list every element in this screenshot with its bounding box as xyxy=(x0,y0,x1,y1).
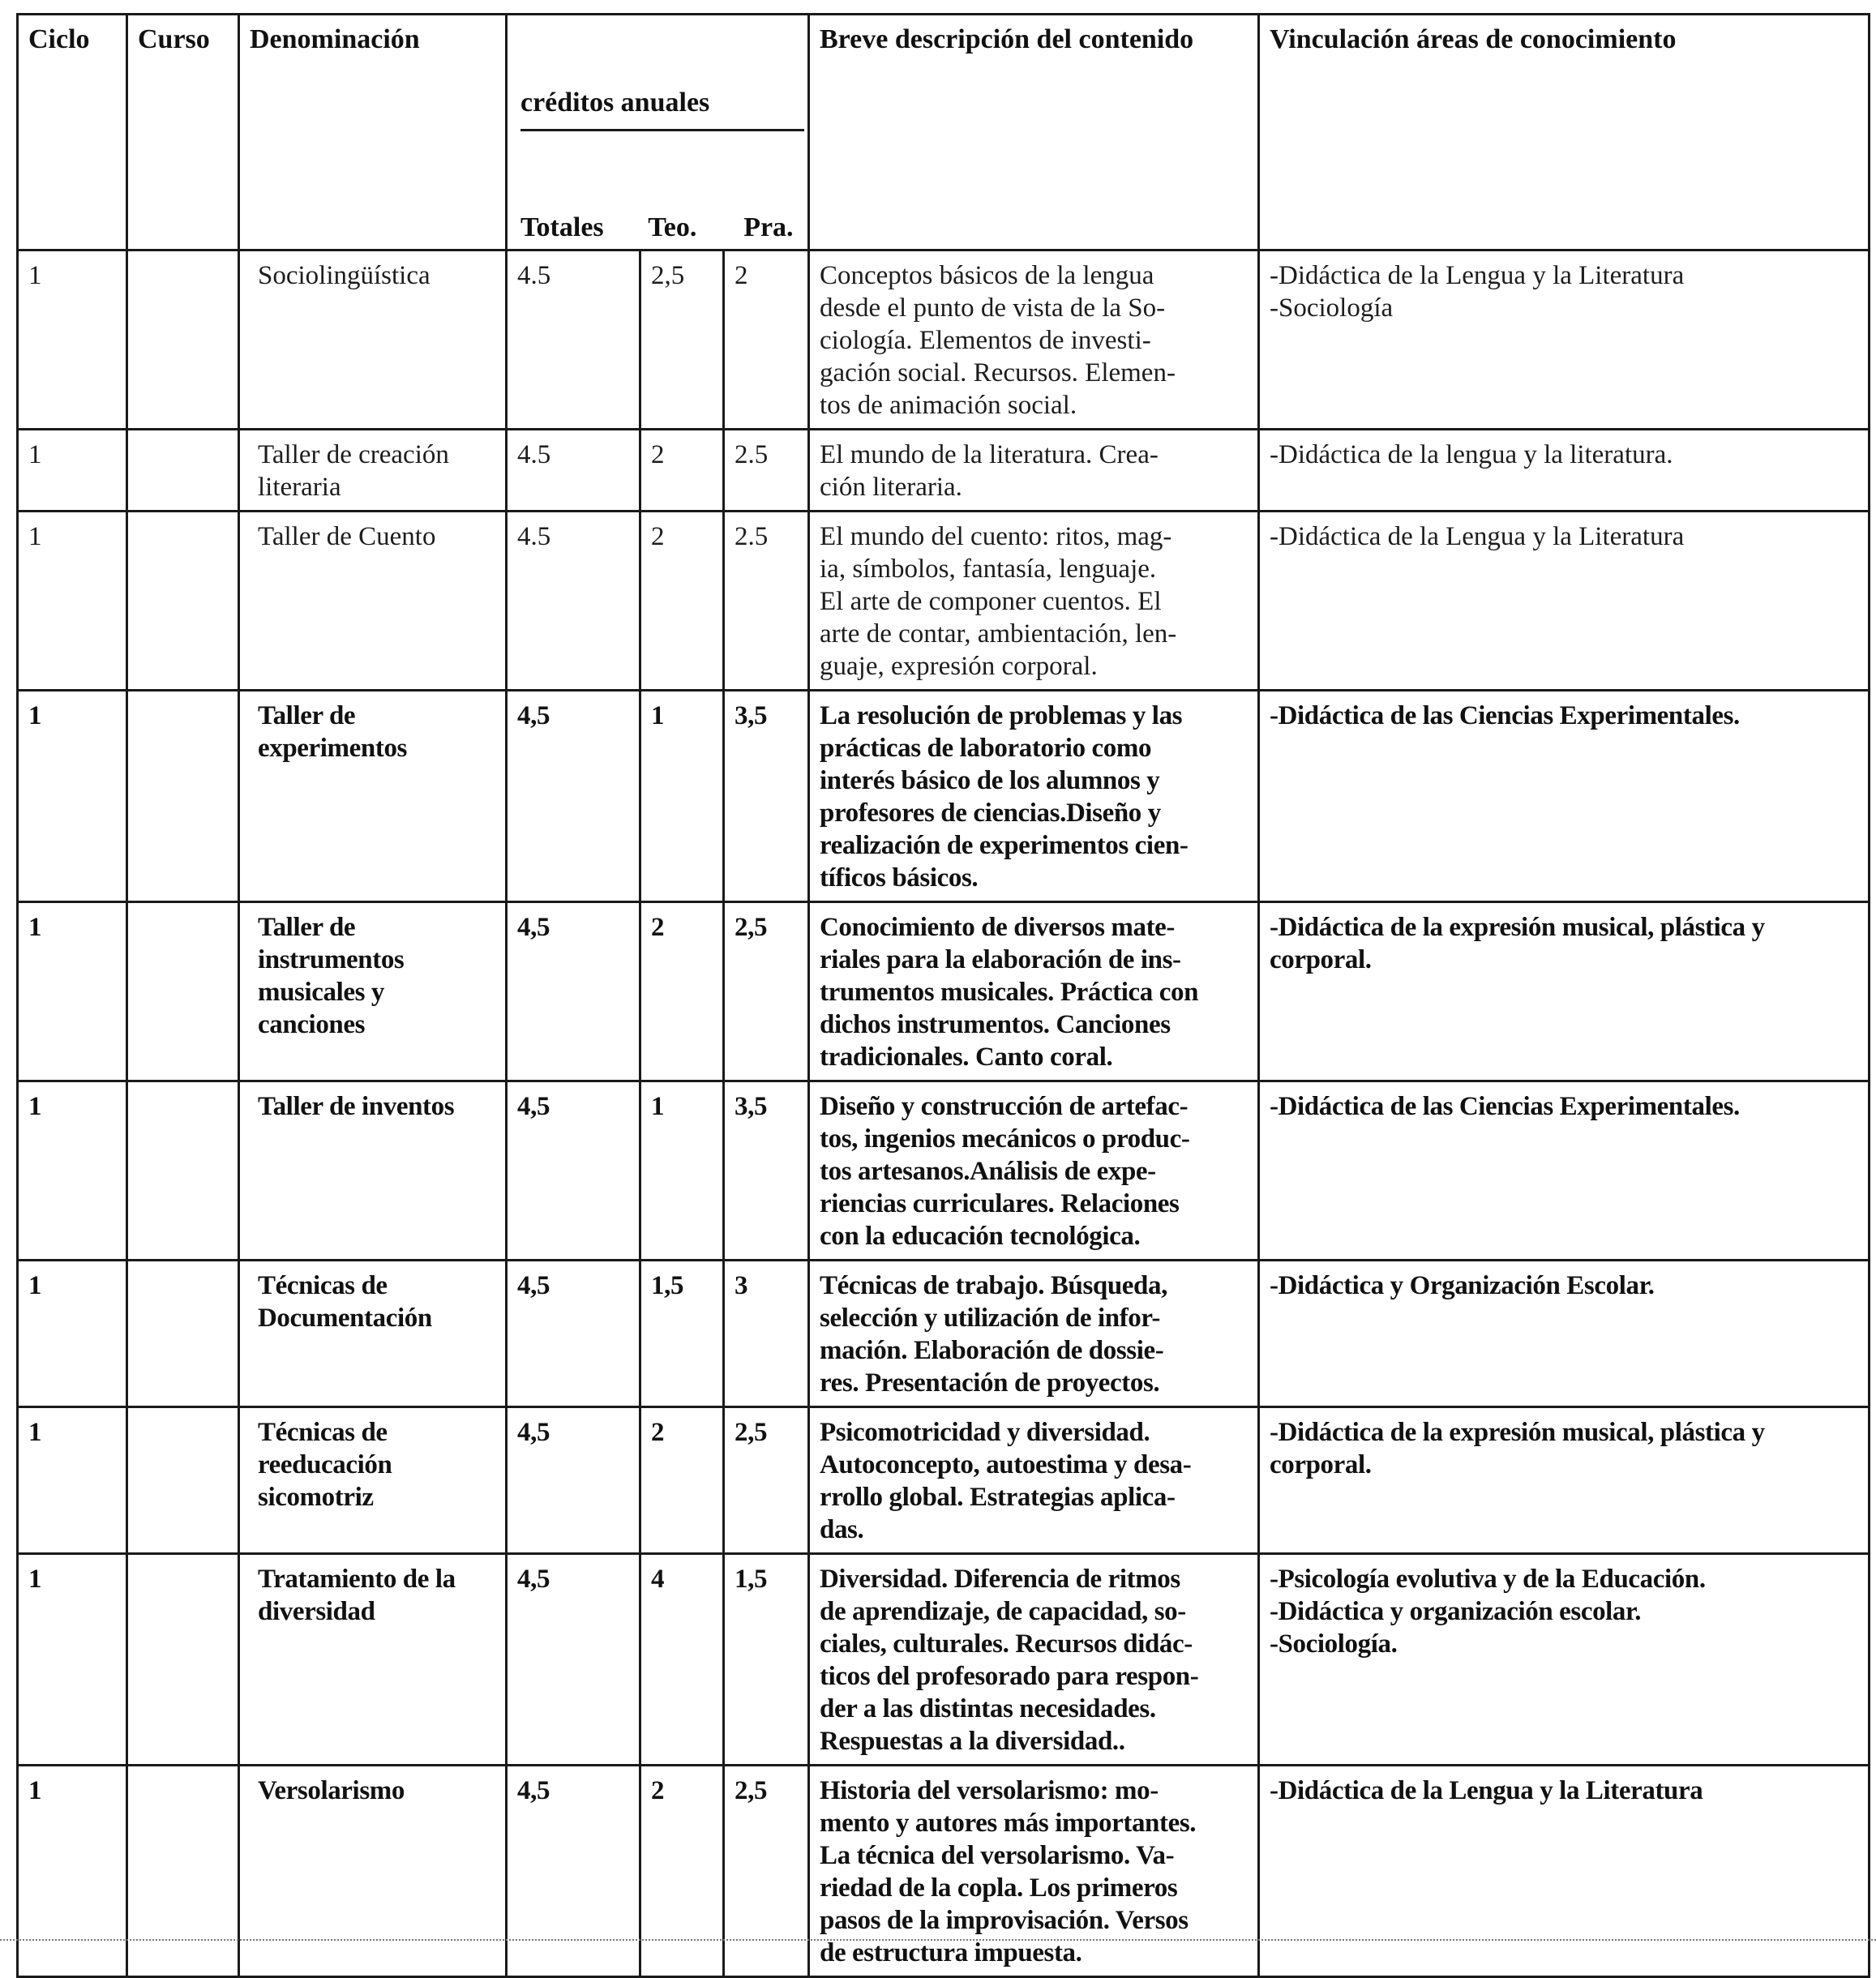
table-row xyxy=(18,1261,1870,1407)
header-totales: Totales xyxy=(520,212,604,242)
cell-totales: 4,5 xyxy=(507,1554,640,1766)
header-vinculacion: Vinculación áreas de conocimiento xyxy=(1259,15,1870,250)
descripcion-line: interés básico de los alumnos y xyxy=(820,766,1160,795)
cell-ciclo: 1 xyxy=(18,250,127,430)
cell-ciclo: 1 xyxy=(18,1766,127,1977)
cell-pra: 2,5 xyxy=(724,902,809,1081)
cell-descripcion xyxy=(809,902,1259,1081)
descripcion-line: desde el punto de vista de la So- xyxy=(820,293,1166,323)
vinculacion-line: -Didáctica de la expresión musical, plástica y xyxy=(1270,1418,1765,1447)
descripcion-line: der a las distintas necesidades. xyxy=(820,1694,1156,1723)
cell-ciclo: 1 xyxy=(18,1081,127,1261)
vinculacion-line: -Didáctica y Organización Escolar. xyxy=(1270,1271,1655,1300)
cell-teo: 2 xyxy=(640,1766,724,1977)
table-row xyxy=(18,512,1870,691)
cell-teo: 1 xyxy=(640,1081,724,1261)
vinculacion-line: -Psicología evolutiva y de la Educación. xyxy=(1270,1565,1706,1594)
descripcion-line: ia, símbolos, fantasía, lenguaje. xyxy=(820,554,1157,584)
table-row xyxy=(18,1407,1870,1554)
descripcion-line: guaje, expresión corporal. xyxy=(820,652,1098,681)
cell-totales: 4,5 xyxy=(507,1766,640,1977)
vinculacion-line: -Didáctica de las Ciencias Experimentales. xyxy=(1270,701,1740,730)
header-ciclo: Ciclo xyxy=(18,15,127,250)
descripcion-line: ticos del profesorado para respon- xyxy=(820,1662,1199,1691)
descripcion-line: Historia del versolarismo: mo- xyxy=(820,1776,1159,1805)
descripcion-line: Psicomotricidad y diversidad. xyxy=(820,1418,1150,1447)
cell-pra: 1,5 xyxy=(724,1554,809,1766)
cell-descripcion xyxy=(809,1081,1259,1261)
vinculacion-line: corporal. xyxy=(1270,1450,1372,1479)
cell-pra: 2.5 xyxy=(724,430,809,512)
cell-descripcion xyxy=(809,430,1259,512)
cell-descripcion xyxy=(809,250,1259,430)
cell-pra: 2 xyxy=(724,250,809,430)
cell-denominacion: Taller de Cuento xyxy=(239,512,507,691)
cell-curso xyxy=(127,1081,239,1261)
cell-ciclo: 1 xyxy=(18,691,127,902)
descripcion-line: de estructura impuesta. xyxy=(820,1938,1082,1967)
descripcion-line: selección y utilización de infor- xyxy=(820,1304,1161,1333)
header-creditos-anuales: créditos anuales xyxy=(520,87,804,131)
descripcion-line: Conceptos básicos de la lengua xyxy=(820,261,1154,290)
cell-ciclo: 1 xyxy=(18,430,127,512)
cell-denominacion: Técnicas de reeducación sicomotriz xyxy=(239,1407,507,1554)
cell-pra: 2,5 xyxy=(724,1407,809,1554)
cell-denominacion: Taller de experimentos xyxy=(239,691,507,902)
header-teo: Teo. xyxy=(648,212,697,242)
descripcion-line: Conocimiento de diversos mate- xyxy=(820,913,1176,942)
cell-totales: 4.5 xyxy=(507,250,640,430)
cell-vinculacion xyxy=(1259,691,1870,902)
descripcion-line: profesores de ciencias.Diseño y xyxy=(820,798,1161,828)
descripcion-line: pasos de la improvisación. Versos xyxy=(820,1906,1189,1935)
descripcion-line: El mundo de la literatura. Crea- xyxy=(820,440,1159,469)
descripcion-line: tos, ingenios mecánicos o produc- xyxy=(820,1124,1190,1154)
descripcion-line: La técnica del versolarismo. Va- xyxy=(820,1841,1175,1870)
cell-vinculacion xyxy=(1259,1261,1870,1407)
vinculacion-line: -Didáctica de la expresión musical, plástica y xyxy=(1270,913,1765,942)
header-denominacion: Denominación xyxy=(239,15,507,250)
descripcion-line: El arte de componer cuentos. El xyxy=(820,587,1162,616)
cell-descripcion xyxy=(809,1261,1259,1407)
descripcion-line: realización de experimentos cien- xyxy=(820,831,1189,860)
descripcion-line: ciología. Elementos de investi- xyxy=(820,326,1151,355)
descripcion-line: mento y autores más importantes. xyxy=(820,1809,1197,1838)
cell-vinculacion xyxy=(1259,512,1870,691)
descripcion-line: tíficos básicos. xyxy=(820,863,979,893)
cell-vinculacion xyxy=(1259,902,1870,1081)
table-row xyxy=(18,1554,1870,1766)
cell-denominacion: Taller de instrumentos musicales y canciones xyxy=(239,902,507,1081)
table-row xyxy=(18,1081,1870,1261)
vinculacion-line: -Didáctica de la Lengua y la Literatura xyxy=(1270,1776,1703,1805)
cell-vinculacion xyxy=(1259,250,1870,430)
cell-curso xyxy=(127,250,239,430)
descripcion-line: das. xyxy=(820,1515,864,1544)
cell-descripcion xyxy=(809,1554,1259,1766)
cell-descripcion xyxy=(809,1407,1259,1554)
header-creditos-breakdown xyxy=(520,212,799,244)
cell-teo: 2 xyxy=(640,902,724,1081)
cell-denominacion: Tratamiento de la diversidad xyxy=(239,1554,507,1766)
cell-totales: 4.5 xyxy=(507,512,640,691)
descripcion-line: prácticas de laboratorio como xyxy=(820,734,1152,763)
descripcion-line: ciales, culturales. Recursos didác- xyxy=(820,1629,1193,1659)
subjects-table xyxy=(16,13,1870,1978)
cell-totales: 4.5 xyxy=(507,430,640,512)
cell-teo: 1,5 xyxy=(640,1261,724,1407)
scan-edge-noise xyxy=(0,1939,1876,1953)
cell-teo: 1 xyxy=(640,691,724,902)
cell-denominacion: Versolarismo xyxy=(239,1766,507,1977)
header-curso: Curso xyxy=(127,15,239,250)
cell-pra: 3,5 xyxy=(724,1081,809,1261)
cell-ciclo: 1 xyxy=(18,1554,127,1766)
descripcion-line: Técnicas de trabajo. Búsqueda, xyxy=(820,1271,1167,1300)
cell-ciclo: 1 xyxy=(18,902,127,1081)
cell-curso xyxy=(127,902,239,1081)
cell-teo: 2 xyxy=(640,1407,724,1554)
table-row xyxy=(18,902,1870,1081)
vinculacion-line: -Sociología. xyxy=(1270,1629,1398,1659)
cell-vinculacion xyxy=(1259,1407,1870,1554)
cell-ciclo: 1 xyxy=(18,512,127,691)
cell-descripcion xyxy=(809,691,1259,902)
descripcion-line: de aprendizaje, de capacidad, so- xyxy=(820,1597,1186,1626)
vinculacion-line: -Didáctica de las Ciencias Experimentales. xyxy=(1270,1092,1740,1121)
cell-pra: 3 xyxy=(724,1261,809,1407)
descripcion-line: trumentos musicales. Práctica con xyxy=(820,978,1199,1007)
header-row xyxy=(18,15,1870,250)
descripcion-line: El mundo del cuento: ritos, mag- xyxy=(820,522,1172,551)
cell-totales: 4,5 xyxy=(507,691,640,902)
cell-denominacion: Taller de inventos xyxy=(239,1081,507,1261)
cell-curso xyxy=(127,1554,239,1766)
cell-vinculacion xyxy=(1259,1081,1870,1261)
vinculacion-line: -Didáctica de la Lengua y la Literatura xyxy=(1270,522,1685,551)
table-row xyxy=(18,691,1870,902)
descripcion-line: ción literaria. xyxy=(820,473,962,502)
descripcion-line: La resolución de problemas y las xyxy=(820,701,1183,730)
header-creditos xyxy=(507,15,809,250)
cell-pra: 2.5 xyxy=(724,512,809,691)
cell-curso xyxy=(127,512,239,691)
cell-teo: 4 xyxy=(640,1554,724,1766)
vinculacion-line: -Didáctica de la Lengua y la Literatura xyxy=(1270,261,1685,290)
descripcion-line: tradicionales. Canto coral. xyxy=(820,1043,1113,1072)
vinculacion-line: -Didáctica de la lengua y la literatura. xyxy=(1270,440,1673,469)
descripcion-line: riales para la elaboración de ins- xyxy=(820,945,1181,974)
descripcion-line: riencias curriculares. Relaciones xyxy=(820,1189,1180,1218)
cell-denominacion: Técnicas de Documentación xyxy=(239,1261,507,1407)
cell-totales: 4,5 xyxy=(507,902,640,1081)
header-descripcion: Breve descripción del contenido xyxy=(809,15,1259,250)
cell-totales: 4,5 xyxy=(507,1081,640,1261)
descripcion-line: tos artesanos.Análisis de expe- xyxy=(820,1157,1156,1186)
descripcion-line: Respuestas a la diversidad.. xyxy=(820,1727,1125,1756)
cell-ciclo: 1 xyxy=(18,1407,127,1554)
descripcion-line: riedad de la copla. Los primeros xyxy=(820,1873,1178,1903)
header-pra: Pra. xyxy=(743,212,794,242)
table-row xyxy=(18,250,1870,430)
vinculacion-line: -Sociología xyxy=(1270,293,1394,323)
cell-pra: 3,5 xyxy=(724,691,809,902)
descripcion-line: Diversidad. Diferencia de ritmos xyxy=(820,1565,1180,1594)
descripcion-line: rrollo global. Estrategias aplica- xyxy=(820,1483,1176,1512)
vinculacion-line: corporal. xyxy=(1270,945,1372,974)
cell-curso xyxy=(127,691,239,902)
descripcion-line: Diseño y construcción de artefac- xyxy=(820,1092,1189,1121)
descripcion-line: con la educación tecnológica. xyxy=(820,1222,1141,1251)
cell-teo: 2,5 xyxy=(640,250,724,430)
cell-vinculacion xyxy=(1259,1554,1870,1766)
descripcion-line: gación social. Recursos. Elemen- xyxy=(820,358,1176,387)
cell-teo: 2 xyxy=(640,512,724,691)
cell-denominacion: Sociolingüística xyxy=(239,250,507,430)
cell-curso xyxy=(127,1407,239,1554)
descripcion-line: arte de contar, ambientación, len- xyxy=(820,619,1177,649)
cell-totales: 4,5 xyxy=(507,1407,640,1554)
descripcion-line: mación. Elaboración de dossie- xyxy=(820,1336,1164,1365)
cell-vinculacion xyxy=(1259,430,1870,512)
cell-pra: 2,5 xyxy=(724,1766,809,1977)
cell-ciclo: 1 xyxy=(18,1261,127,1407)
table-row xyxy=(18,430,1870,512)
descripcion-line: tos de animación social. xyxy=(820,391,1077,420)
cell-totales: 4,5 xyxy=(507,1261,640,1407)
vinculacion-line: -Didáctica y organización escolar. xyxy=(1270,1597,1642,1626)
cell-descripcion xyxy=(809,512,1259,691)
descripcion-line: Autoconcepto, autoestima y desa- xyxy=(820,1450,1192,1479)
cell-curso xyxy=(127,430,239,512)
cell-denominacion: Taller de creación literaria xyxy=(239,430,507,512)
cell-teo: 2 xyxy=(640,430,724,512)
table-body xyxy=(18,250,1870,1977)
descripcion-line: dichos instrumentos. Canciones xyxy=(820,1010,1171,1039)
descripcion-line: res. Presentación de proyectos. xyxy=(820,1368,1160,1398)
cell-curso xyxy=(127,1261,239,1407)
